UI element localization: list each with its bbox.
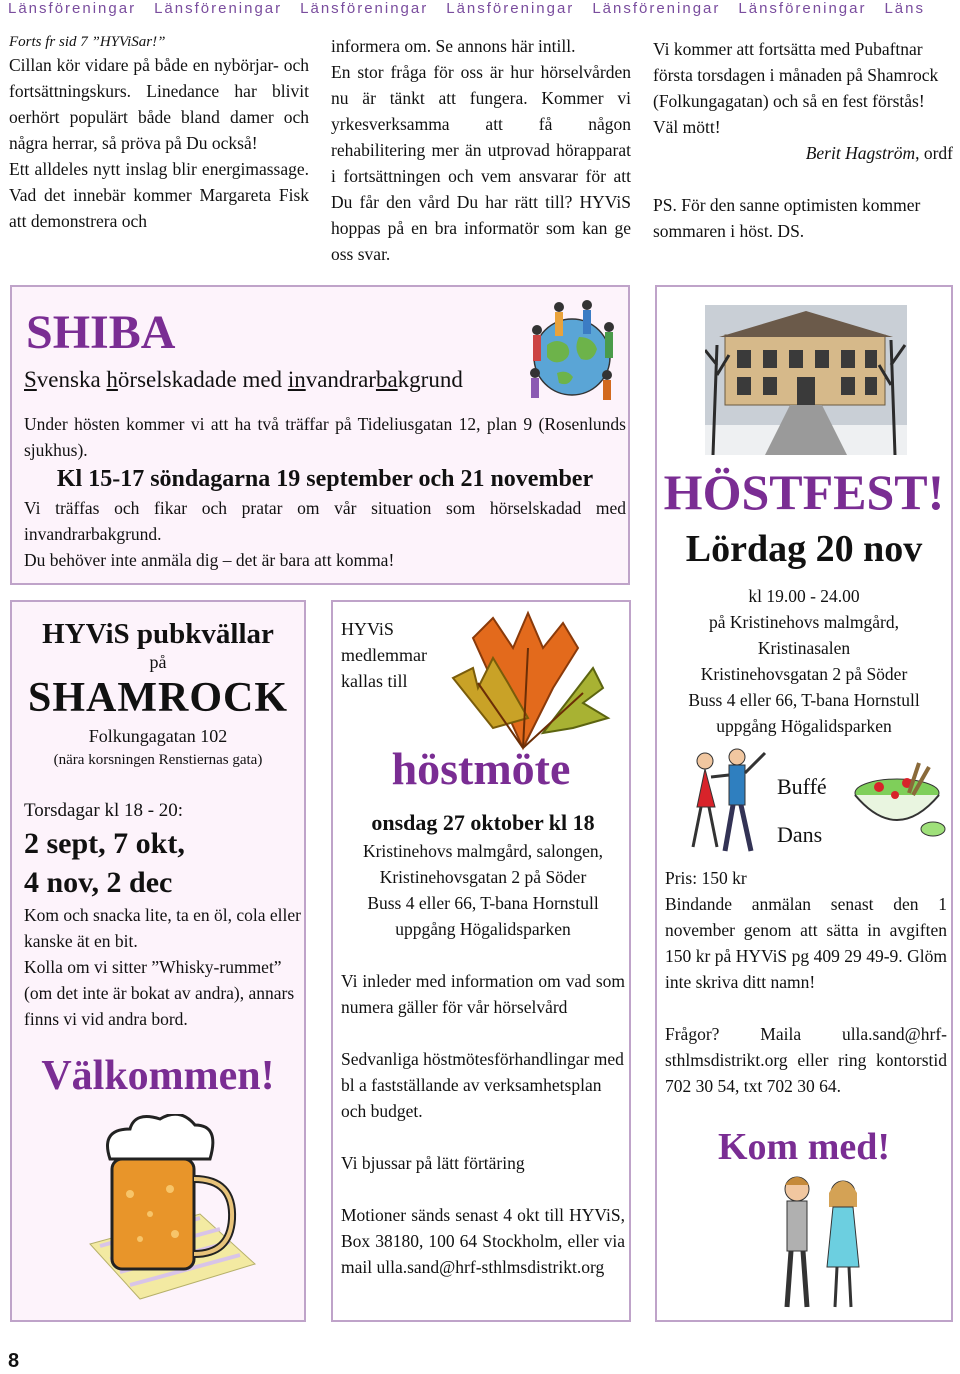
people-around-globe-illustration — [517, 295, 627, 405]
meeting-body — [341, 808, 625, 1280]
paragraph: Vi inleder med information om vad som numera gäller för vår hörselvård — [341, 971, 625, 1017]
party-menu — [777, 763, 827, 859]
subtitle-part: kgrund — [397, 367, 463, 392]
signature-role: , ordf — [915, 143, 953, 163]
subtitle-part: ba — [375, 367, 398, 392]
paragraph: Ett alldeles nytt inslag blir energimassage. Vad det innebär kommer Margareta Fisk att demonstrera och — [9, 159, 309, 231]
party-title: HÖSTFEST! — [663, 464, 945, 520]
header-item: Länsföreningar — [592, 0, 721, 17]
paragraph: Kom och snacka lite, ta en öl, cola eller kanske ät en bit. — [24, 905, 301, 951]
subtitle-part: h — [106, 367, 118, 392]
shiba-date: Kl 15-17 söndagarna 19 september och 21 november — [56, 466, 594, 492]
menu-item: Buffé — [777, 774, 827, 799]
subtitle-part: venska — [36, 367, 107, 392]
party-place: uppgång Högalidsparken — [716, 716, 892, 736]
paragraph: Vi kommer att fortsätta med Pubaftnar första torsdagen i månaden på Shamrock (Folkungagatan) och så en fest förstås! — [653, 39, 939, 111]
pub-preposition: på — [149, 652, 167, 672]
party-info — [657, 583, 951, 739]
pub-details — [24, 798, 302, 1032]
header-item: Länsföreningar — [300, 0, 429, 17]
party-date: Lördag 20 nov — [685, 528, 923, 570]
header-item: Länsföreningar — [738, 0, 867, 17]
signature-name: Berit Hagström — [805, 143, 916, 163]
come-along-heading: Kom med! — [717, 1126, 891, 1168]
beer-mug-illustration — [80, 1114, 260, 1304]
header-item: Länsföreningar — [446, 0, 575, 17]
couple-illustration — [767, 1167, 877, 1317]
pub-near: (nära korsningen Renstiernas gata) — [53, 752, 263, 768]
pub-box — [10, 600, 306, 1322]
paragraph: Sedvanliga höstmötesförhandlingar med bl a fastställande av verksamhetsplan och budget. — [341, 1049, 624, 1121]
pub-title: HYViS pubkvällar — [42, 618, 274, 650]
subtitle-part: S — [24, 367, 37, 392]
shiba-title: SHIBA — [26, 306, 176, 359]
continuation-note: Forts fr sid 7 ”HYViSar!” — [9, 34, 166, 50]
manor-house-photo — [705, 305, 907, 455]
meeting-place: uppgång Högalidsparken — [395, 919, 571, 939]
subtitle-part: örselskadade med — [117, 367, 288, 392]
paragraph: Väl mött! — [653, 117, 721, 137]
party-place: på Kristinehovs malmgård, — [708, 612, 900, 632]
pub-header — [12, 602, 304, 771]
meeting-place: Kristinehovsgatan 2 på Söder — [379, 867, 587, 887]
meeting-place: Kristinehovs malmgård, salongen, — [362, 841, 604, 861]
autumn-party-box — [655, 285, 953, 1322]
salad-bowl-illustration — [849, 753, 949, 843]
party-body — [665, 865, 947, 1099]
paragraph: Motioner sänds senast 4 okt till HYViS, Box 38180, 100 64 Stockholm, eller via mail ulla.sand@hrf-sthlmsdistrikt.org — [341, 1205, 625, 1277]
paragraph: Kolla om vi sitter ”Whisky-rummet” (om det inte är bokat av andra), annars finns vi vid andra bord. — [24, 957, 295, 1029]
header-item: Länsföreningar — [154, 0, 283, 17]
pub-dates: 2 sept, 7 okt, — [24, 827, 185, 860]
meeting-place: Buss 4 eller 66, T-bana Hornstull — [367, 893, 599, 913]
page-number: 8 — [8, 1350, 20, 1372]
meeting-date: onsdag 27 oktober kl 18 — [371, 810, 595, 835]
paragraph: Under hösten kommer vi att ha två träffar på Tideliusgatan 12, plan 9 (Rosenlunds sjukhus). — [24, 414, 626, 460]
party-price: Pris: 150 kr — [665, 868, 747, 888]
meeting-title: höstmöte — [391, 743, 571, 794]
column-2 — [331, 33, 631, 267]
paragraph: Cillan kör vidare på både en nybörjar- och fortsättningskurs. Linedance har blivit oerhört populärt både bland damer och några herrar, så pröva på Du också! — [9, 55, 309, 153]
shiba-subtitle — [24, 367, 463, 393]
pub-address: Folkungagatan 102 — [88, 726, 228, 746]
column-1 — [9, 32, 309, 234]
column-3 — [653, 36, 953, 244]
party-place: Buss 4 eller 66, T-bana Hornstull — [688, 690, 920, 710]
pub-when: Torsdagar kl 18 - 20: — [24, 800, 184, 821]
paragraph: Frågor? Maila ulla.sand@hrf-sthlmsdistrikt.org eller ring kontorstid 702 30 54, txt 702 30 64. — [665, 1024, 947, 1096]
running-header — [8, 0, 960, 20]
subtitle-part: vandrar — [305, 367, 376, 392]
welcome-heading: Välkommen! — [41, 1053, 275, 1099]
paragraph: informera om. Se annons här intill. — [331, 36, 576, 56]
meeting-invite: HYViS medlemmar kallas till — [341, 619, 427, 691]
paragraph: En stor fråga för oss är hur hörselvården nu är tänkt att fungera. Kommer vi yrkesverksamma att få någon rehabilitering mer än utprovad hörapparat i fortsättningen och vem ansvarar för att Du får den vård Du har rätt till? HYViS hoppas på en bra informatör som kan ge oss svar. — [331, 62, 631, 264]
party-place: Kristinasalen — [757, 638, 851, 658]
party-place: Kristinehovsgatan 2 på Söder — [700, 664, 908, 684]
paragraph: Vi bjussar på lätt förtäring — [341, 1153, 525, 1173]
shiba-box — [10, 285, 630, 585]
autumn-meeting-box — [331, 600, 631, 1322]
dancing-couple-illustration — [675, 747, 775, 857]
paragraph: PS. För den sanne optimisten kommer sommaren i höst. DS. — [653, 195, 921, 241]
paragraph: Bindande anmälan senast den 1 november genom att sätta in avgiften 150 kr på HYViS pg 409 29 49-9. Glöm inte skriva ditt namn! — [665, 894, 947, 992]
party-time: kl 19.00 - 24.00 — [748, 586, 860, 606]
pub-venue: SHAMROCK — [28, 675, 288, 721]
paragraph: Vi träffas och fikar och pratar om vår situation som hörselskadad med invandrarbakgrund. — [24, 498, 626, 544]
paragraph: Du behöver inte anmäla dig – det är bara att komma! — [24, 550, 395, 570]
header-item: Länsföreningar — [8, 0, 137, 17]
menu-item: Dans — [777, 822, 823, 847]
subtitle-part: in — [287, 367, 306, 392]
header-item: Läns — [884, 0, 925, 17]
shiba-body — [24, 411, 626, 573]
signature — [653, 140, 953, 166]
pub-dates: 4 nov, 2 dec — [24, 866, 173, 899]
autumn-leaves-illustration — [433, 608, 613, 758]
